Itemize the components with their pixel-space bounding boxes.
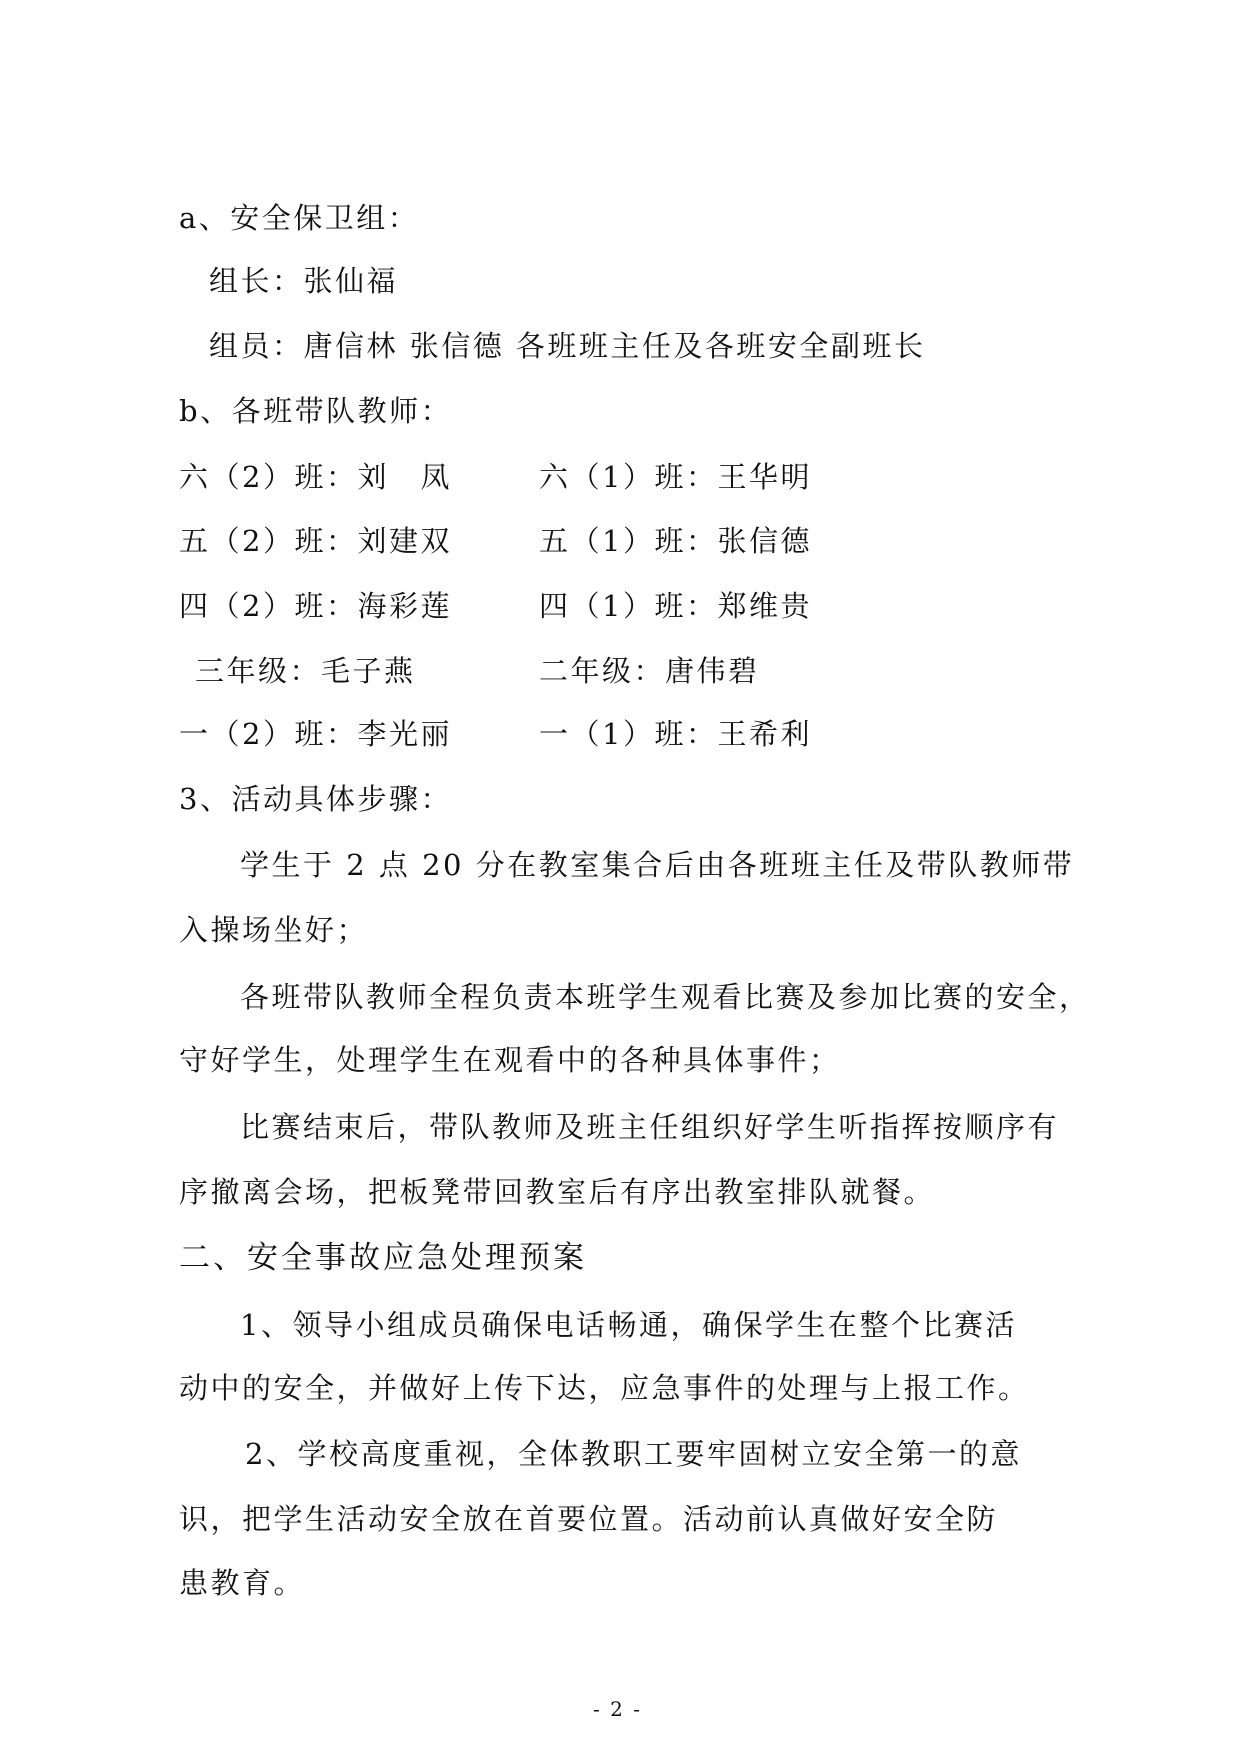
steps-paragraph-line: 序撤离会场，把板凳带回教室后有序出教室排队就餐。 <box>179 1175 936 1209</box>
teacher-row-left: 四（2）班：海彩莲 <box>179 589 452 623</box>
steps-title: 3、活动具体步骤： <box>179 782 452 816</box>
emergency-paragraph-line: 识，把学生活动安全放在首要位置。活动前认真做好安全防 <box>179 1502 999 1536</box>
teacher-row-right: 一（1）班：王希利 <box>539 717 812 751</box>
emergency-paragraph-line: 患教育。 <box>179 1566 306 1600</box>
teacher-row-left: 三年级：毛子燕 <box>195 654 416 688</box>
steps-paragraph-line: 学生于 2 点 20 分在教室集合后由各班班主任及带队教师带 <box>240 848 1075 882</box>
security-group-title: a、安全保卫组： <box>179 201 420 235</box>
steps-paragraph-line: 各班带队教师全程负责本班学生观看比赛及参加比赛的安全， <box>240 980 1091 1014</box>
emergency-paragraph-line: 1、领导小组成员确保电话畅通，确保学生在整个比赛活 <box>240 1308 1017 1342</box>
teacher-row-left: 六（2）班：刘 凤 <box>179 460 452 494</box>
security-group-members: 组员：唐信林 张信德 各班班主任及各班安全副班长 <box>209 329 926 363</box>
emergency-paragraph-line: 动中的安全，并做好上传下达，应急事件的处理与上报工作。 <box>179 1371 1030 1405</box>
steps-paragraph-line: 入操场坐好； <box>179 913 369 947</box>
steps-paragraph-line: 守好学生，处理学生在观看中的各种具体事件； <box>179 1043 841 1077</box>
security-group-leader: 组长：张仙福 <box>209 264 399 298</box>
teacher-row-left: 一（2）班：李光丽 <box>179 717 452 751</box>
steps-paragraph-line: 比赛结束后，带队教师及班主任组织好学生听指挥按顺序有 <box>240 1110 1060 1144</box>
teacher-row-right: 四（1）班：郑维贵 <box>539 589 812 623</box>
emergency-paragraph-line: 2、学校高度重视，全体教职工要牢固树立安全第一的意 <box>245 1437 1022 1471</box>
teacher-row-right: 二年级：唐伟碧 <box>539 654 760 688</box>
teacher-row-right: 六（1）班：王华明 <box>539 460 812 494</box>
page-number: - 2 - <box>593 1697 642 1721</box>
teacher-row-right: 五（1）班：张信德 <box>539 524 812 558</box>
teachers-title: b、各班带队教师： <box>179 394 453 428</box>
emergency-section-heading: 二、安全事故应急处理预案 <box>179 1240 587 1276</box>
teacher-row-left: 五（2）班：刘建双 <box>179 524 452 558</box>
